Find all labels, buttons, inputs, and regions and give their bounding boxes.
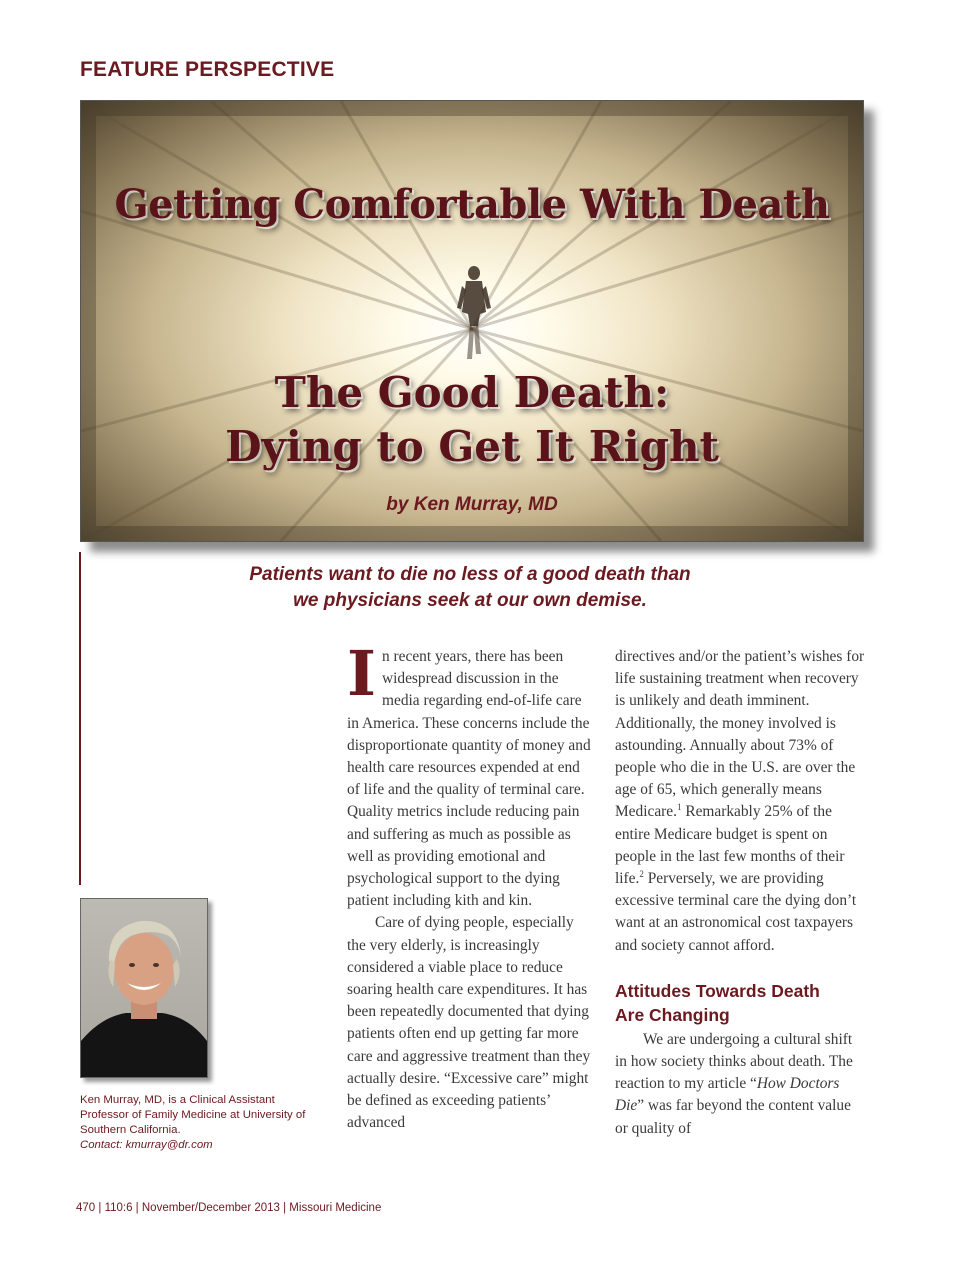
paragraph — [615, 646, 865, 957]
walking-figure — [454, 264, 494, 364]
byline: by Ken Murray, MD — [386, 494, 558, 515]
author-contact: Contact: kmurray@dr.com — [80, 1139, 213, 1151]
section-heading-line1: Attitudes Towards Death — [615, 980, 820, 1001]
section-heading-line2: Are Changing — [615, 1004, 730, 1025]
hero-banner — [80, 100, 864, 542]
article-title-reference: How Doctors Die — [615, 1075, 840, 1115]
author-portrait — [81, 899, 207, 1077]
author-bio — [80, 1093, 310, 1153]
pull-quote — [200, 562, 740, 614]
paragraph-text: Perversely, we are providing excessive terminal care the dying don’t want at an astronomical cost taxpayers and society cannot afford. — [615, 870, 857, 954]
hero-title: Getting Comfortable With Death — [114, 181, 830, 228]
drop-cap: I — [347, 637, 377, 710]
author-photo — [80, 898, 208, 1078]
section-heading — [615, 979, 865, 1027]
article-column-1 — [347, 637, 595, 1134]
footnote-ref: 2 — [639, 868, 644, 879]
paragraph-text: directives and/or the patient’s wishes for life sustaining treatment when recovery is unlikely and death imminent. Additionally, the money involved is astounding. Annually about 73% of people who die in the U.S. are over the age of 65, which generally means Medicare. — [615, 648, 865, 821]
footnote-ref: 1 — [676, 802, 682, 813]
paragraph-text: n recent years, there has been widespread discussion in the media regarding end-of-life care in America. These concerns include the disproportionate quantity of money and health care resources expended at end of life and the quality of terminal care. Quality metrics include reducing pain and suffering as much as possible as well as providing emotional and psychological support to the dying patient including kith and kin. — [347, 648, 591, 910]
hero-subtitle-line2: Dying to Get It Right — [225, 422, 719, 471]
hero-subtitle — [81, 366, 863, 474]
hero-subtitle-line1: The Good Death: — [274, 368, 670, 417]
vertical-rule — [79, 552, 81, 885]
section-label: FEATURE PERSPECTIVE — [80, 58, 335, 81]
article-column-2 — [615, 646, 865, 1140]
page-footer: 470 | 110:6 | November/December 2013 | Missouri Medicine — [76, 1202, 382, 1214]
author-bio-text: Ken Murray, MD, is a Clinical Assistant Professor of Family Medicine at University of Southern California. — [80, 1094, 306, 1136]
paragraph — [347, 637, 595, 912]
paragraph-text: ” was far beyond the content value or quality of — [615, 1097, 851, 1137]
paragraph — [615, 1029, 865, 1140]
pull-quote-line2: we physicians seek at our own demise. — [293, 590, 647, 611]
paragraph-text: Remarkably 25% of the entire Medicare budget is spent on people in the last few months of their life. — [615, 803, 845, 888]
paragraph-text: We are undergoing a cultural shift in how society thinks about death. The reaction to my article “ — [615, 1030, 853, 1093]
paragraph: Care of dying people, especially the very elderly, is increasingly considered a viable place to reduce soaring health care expenditures. It has been repeatedly documented that dying patients often end up getting far more care and aggressive treatment than they actually desire. “Excessive care” might be defined as exceeding patients’ advanced — [347, 914, 591, 1132]
pull-quote-line1: Patients want to die no less of a good death than — [249, 564, 691, 585]
